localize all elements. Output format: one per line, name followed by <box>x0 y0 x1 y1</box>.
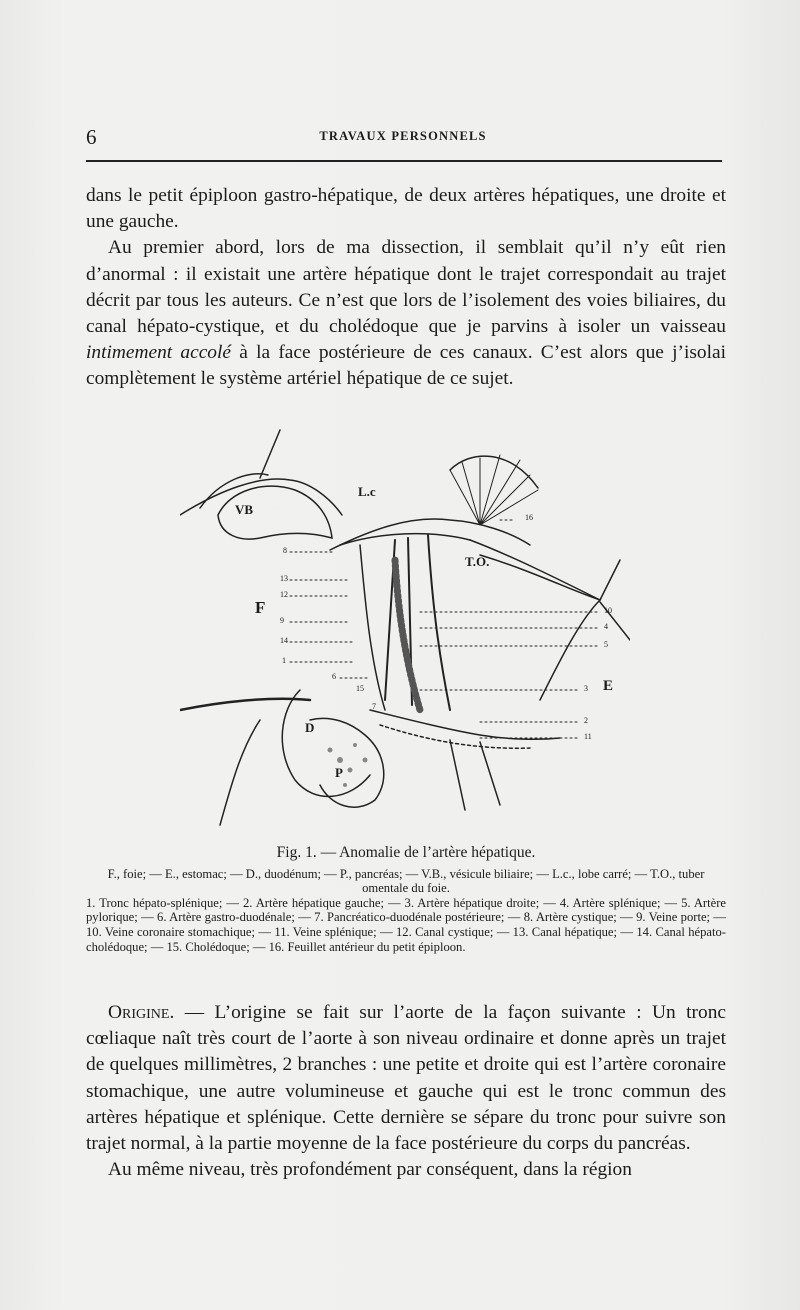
figure-drawing <box>180 420 630 830</box>
label-to: T.O. <box>465 554 490 569</box>
figure-caption <box>86 846 726 954</box>
liver-outline <box>180 479 342 515</box>
origin-section <box>86 1000 726 1183</box>
intro-text <box>86 183 726 393</box>
legend-abbreviations: F., foie; — E., estomac; — D., duodénum; — P., pancréas; — V.B., vésicule biliaire; — L.c., lobe carré; — T.O., tuber omentale du foie. <box>107 866 705 896</box>
label-3: 3 <box>584 684 588 693</box>
label-11: 11 <box>584 732 592 741</box>
label-lc: L.c <box>358 484 376 499</box>
label-10: 10 <box>604 606 612 615</box>
caption-title: Fig. 1. — Anomalie de l’artère hépatique. <box>276 844 536 861</box>
label-7: 7 <box>372 702 376 711</box>
label-1: 1 <box>282 656 286 665</box>
label-14: 14 <box>280 636 288 645</box>
label-p: P <box>335 765 343 780</box>
paragraph-5: Au même niveau, très profondément par conséquent, dans la région <box>108 1159 632 1181</box>
label-5: 5 <box>604 640 608 649</box>
label-8: 8 <box>283 546 287 555</box>
label-6: 6 <box>332 672 336 681</box>
label-4: 4 <box>604 622 608 631</box>
label-d: D <box>305 720 315 735</box>
paragraph-1: dans le petit épiploon gastro-hépatique, de deux artères hépatiques, une droite et une gauche. <box>86 185 726 233</box>
label-13: 13 <box>280 574 288 583</box>
label-12: 12 <box>280 590 288 599</box>
emphasis-intimement-accole: intimement accolé <box>86 342 232 364</box>
page-number: 6 <box>86 125 97 149</box>
figure-legend <box>86 867 726 955</box>
label-9: 9 <box>280 616 284 625</box>
section-heading-origine: Origine. <box>108 1002 175 1023</box>
page-header <box>86 120 720 150</box>
header-rule <box>86 160 722 162</box>
pancreas-head <box>310 718 384 807</box>
running-title: TRAVAUX PERSONNELS <box>319 129 487 143</box>
label-15: 15 <box>356 684 364 693</box>
legend-numbered-items: 1. Tronc hépato-splénique; — 2. Artère hépatique gauche; — 3. Artère hépatique droite; — 4. Artère splénique; — 5. Artère pylorique; — 6. Artère gastro-duodénale; — 7. Pancréatico-duodénale postérieure; — 8. Artère cystique; — 9. Veine porte; — 10. Veine coronaire stomachique; — 11. Veine splénique; — 12. Canal cystique; — 13. Canal hépatique; — 14. Canal hépato-cholédoque; — 15. Cholédoque; — 16. Feuillet antérieur du petit épiploon. <box>86 895 726 954</box>
label-f: F <box>255 598 266 617</box>
paragraph-2: Au premier abord, lors de ma dissection, il semblait qu’il n’y eût rien d’anormal : il existait une artère hépatique dont le trajet correspondait au trajet décrit par tous les auteurs. Ce n’est que lors de l’isolement des voies biliaires, du canal hépato-cystique, et du cholédoque que je parvins à isoler un vaisseau intimement accolé à la face postérieure de ces canaux. C’est alors que j’isolai complètement le système artériel hépatique de ce sujet. <box>86 237 727 390</box>
label-e: E <box>603 678 614 694</box>
anatomical-figure <box>180 420 630 830</box>
label-2: 2 <box>584 716 588 725</box>
paragraph-origine: Origine. — L’origine se fait sur l’aorte de la façon suivante : Un tronc cœliaque naît très court de l’aorte à son niveau ordinaire et donne après un trajet de quelques millimètres, 2 branches : une petite et droite qui est l’artère coronaire stomachique, une autre volumineuse et gauche qui est le tronc commun des artères hépatique et splénique. Cette dernière se sépare du tronc pour suivre son trajet normal, à la partie moyenne de la face postérieure du corps du pancréas. <box>86 1002 726 1155</box>
label-16: 16 <box>525 513 533 522</box>
label-vb: VB <box>235 502 254 517</box>
